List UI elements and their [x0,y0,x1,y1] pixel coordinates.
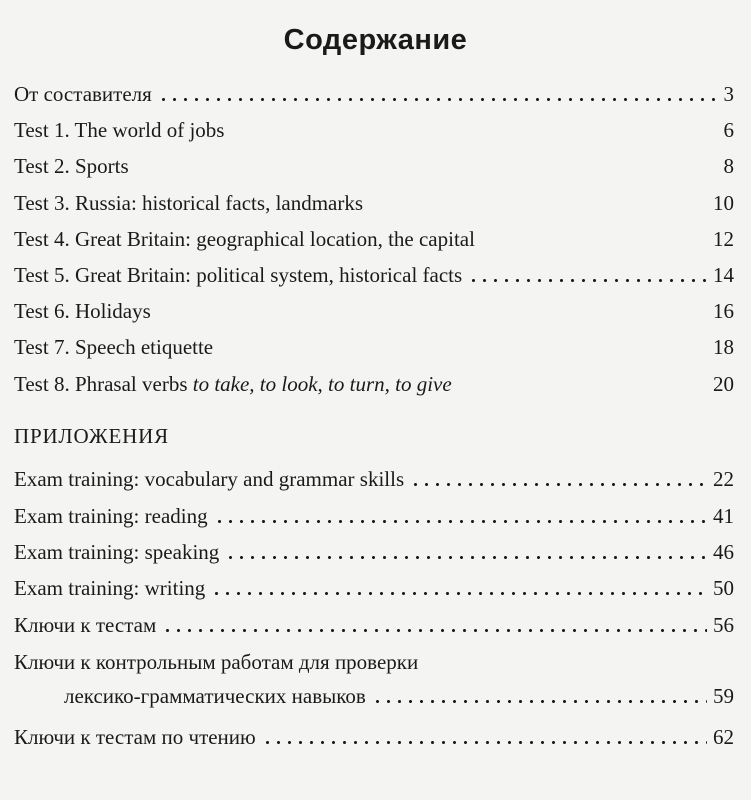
dot-leader [211,592,707,595]
toc-entry-label: Test 6. Holidays [14,299,151,323]
toc-entry [14,325,734,359]
dot-leader [372,700,707,703]
toc-entry [14,566,734,600]
toc-entry-page: 8 [723,154,734,178]
toc-entry [14,72,734,106]
toc-entry [14,253,734,287]
toc-entry-label: Test 4. Great Britain: geographical location, the capital [14,227,475,251]
toc-entry-label [14,372,452,396]
toc-entry-page: 50 [713,576,734,600]
dot-leader [162,629,707,632]
toc-entry-label-line1: Ключи к контрольным работам для проверки [14,650,419,674]
toc-entry-page: 14 [713,263,734,287]
toc-entry-page: 20 [713,372,734,396]
dot-leader [214,520,707,523]
toc-entry-page: 3 [723,82,734,106]
toc-entry-page: 12 [713,227,734,251]
toc-entry-page: 6 [723,118,734,142]
toc-entry-page: 10 [713,191,734,215]
toc-entry-label: Test 1. The world of jobs [14,118,225,142]
toc-entry-label: Test 3. Russia: historical facts, landmarks [14,191,364,215]
toc-entry-page: 46 [713,540,734,564]
toc-entry-page: 62 [713,725,734,749]
toc-entry-label: Test 7. Speech etiquette [14,335,214,359]
toc-entry-label-text: Test 8. Phrasal verbs [14,372,193,396]
toc-entry [14,289,734,323]
toc-entry [14,144,734,178]
toc-entry-label-italic: to take, to look, to turn, to give [192,372,452,396]
toc-entry-label: Exam training: reading [14,504,208,528]
page-title: Содержание [283,24,468,56]
toc-entry [14,217,734,251]
dot-leader [225,556,707,559]
toc-entry [64,674,734,708]
toc-entry [14,181,734,215]
dot-leader [158,98,718,101]
toc-entry-label: Exam training: vocabulary and grammar skills [14,467,405,491]
toc-entry [14,530,734,564]
toc-entry-page: 56 [713,613,734,637]
toc-entry [14,494,734,528]
toc-entry-page: 16 [713,299,734,323]
toc-entry-label: Test 5. Great Britain: political system, historical facts [14,263,463,287]
toc-entry-label: Exam training: writing [14,576,206,600]
toc-entry-label: Test 2. Sports [14,154,129,178]
toc-entry [14,108,734,142]
dot-leader [468,279,707,282]
dot-leader [262,741,707,744]
toc-entry-label: Exam training: speaking [14,540,220,564]
toc-entry-label: Ключи к тестам [14,613,157,637]
toc-entry-page: 41 [713,504,734,528]
toc-entry-label: Ключи к тестам по чтению [14,725,256,749]
dot-leader [410,483,707,486]
toc-entry [14,362,734,396]
toc-entry-page: 22 [713,467,734,491]
toc-entry-label: От составителя [14,82,152,106]
toc-entry-page: 59 [713,684,734,708]
toc-entry-label-line2: лексико-грамматических навыков [64,684,366,708]
appendix-heading: ПРИЛОЖЕНИЯ [14,424,169,448]
toc-entry-page: 18 [713,335,734,359]
toc-entry [14,457,734,491]
toc-entry [14,715,734,749]
toc-entry [14,603,734,637]
